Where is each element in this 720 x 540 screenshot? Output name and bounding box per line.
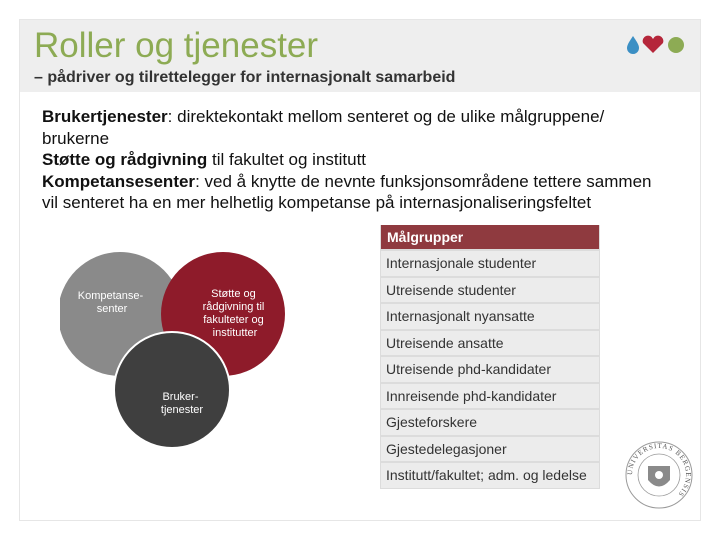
malgrupper-row: Gjestedelegasjoner — [381, 437, 599, 462]
title-bar — [20, 20, 700, 92]
malgrupper-row: Institutt/fakultet; adm. og ledelse — [381, 463, 599, 488]
malgrupper-row: Utreisende ansatte — [381, 331, 599, 356]
heart-icon — [643, 36, 664, 53]
term-stotte: Støtte og rådgivning — [42, 150, 208, 169]
page-title: Roller og tjenester — [34, 26, 319, 65]
malgrupper-row: Utreisende phd-kandidater — [381, 357, 599, 382]
body-line-brukertjenester — [42, 106, 662, 149]
desc-stotte: til fakultet og institutt — [207, 150, 367, 169]
malgrupper-row: Internasjonale studenter — [381, 251, 599, 276]
venn-label-stotte: Støtte og rådgivning til fakulteter og institutter — [202, 288, 265, 339]
page-subtitle: – pådriver og tilrettelegger for internasjonalt samarbeid — [34, 69, 456, 86]
drop-icon — [627, 36, 639, 54]
body-text — [42, 106, 662, 214]
venn-circle-bruker — [114, 332, 230, 448]
venn-diagram — [60, 248, 310, 448]
desc-kompetansesenter: : ved å knytte de nevnte funksjonsområdene tettere sammen vil senteret ha en mer helhetlig kompetanse på internasjonaliseringsfeltet — [42, 171, 652, 212]
term-brukertjenester: Brukertjenester — [42, 107, 168, 126]
body-line-kompetansesenter — [42, 171, 662, 214]
dot-icon — [668, 37, 684, 53]
slide — [20, 20, 700, 520]
university-seal-icon — [624, 438, 694, 512]
term-kompetansesenter: Kompetansesenter — [42, 171, 196, 191]
malgrupper-row: Innreisende phd-kandidater — [381, 384, 599, 409]
malgrupper-table — [380, 225, 600, 489]
malgrupper-row: Utreisende studenter — [381, 278, 599, 303]
body-line-stotte — [42, 149, 662, 171]
brand-logo-icon — [625, 33, 685, 55]
venn-label-bruker: Bruker- tjenester — [160, 391, 204, 416]
malgrupper-row: Gjesteforskere — [381, 410, 599, 435]
seal-text: UNIVERSITAS BERGENSIS — [625, 441, 693, 499]
malgrupper-header: Målgrupper — [381, 225, 599, 249]
venn-label-kompetansesenter: Kompetanse- senter — [77, 290, 144, 315]
desc-brukertjenester: : direktekontakt mellom senteret og de ulike målgruppene/ brukerne — [42, 107, 605, 148]
malgrupper-row: Internasjonalt nyansatte — [381, 304, 599, 329]
